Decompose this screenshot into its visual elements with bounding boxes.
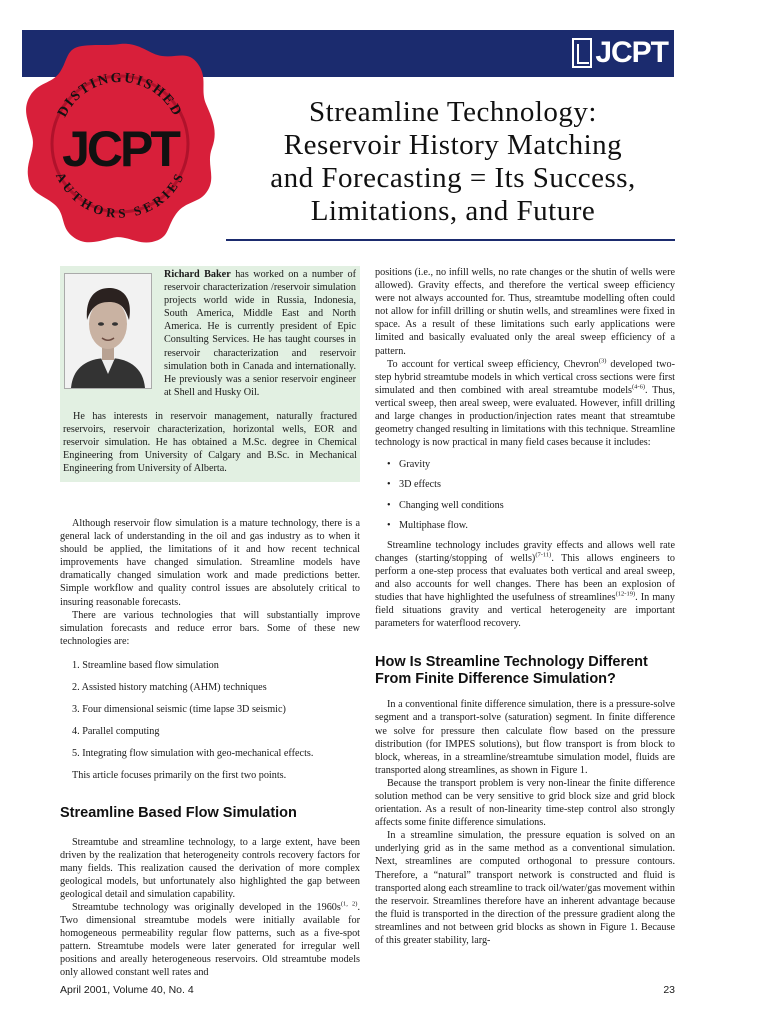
seal-arc-top-text: DISTINGUISHED [55,70,185,120]
journal-logo-mark-icon [572,38,592,68]
list-item: 5. Integrating flow simulation with geo-mechanical effects. [72,748,314,760]
paragraph: This article focuses primarily on the first two points. [72,770,287,782]
paragraph: Streamtube technology was originally developed in the $1960s^{(1, 2)}$. Two dimensional streamtube models were initially available for homogeneous permeability regular flow patterns, such as a five-spot pattern. Streamtube models were later generated for irregular well positions and areally heterogeneous reservoirs. Old streamtube models only allowed constant well rates and [60,900,360,979]
list-item: 1. Streamline based flow simulation [72,659,219,671]
article-title [240,96,666,228]
paragraph: In a conventional finite difference simulation, there is a pressure-solve segment and a transport-solve (saturation) segment. In finite difference we solve for pressure then calculate flow based on the pressure distribution (for IMPES solutions), but flow transport is from block to block, whereas, in a streamline/streamtube simulation model, fluids are transported along streamlines, as shown in Figure 1. [375,699,675,776]
technology-list [60,659,360,760]
section-heading: How Is Streamline Technology Different From Finite Difference Simulation? [375,654,648,688]
author-portrait-icon [65,274,151,388]
author-bio-text: has worked on a number of reservoir characterization /reservoir simulation projects world wide in Russia, Indonesia, South America, Middle East and North America. He is currently president of Epic Consulting Services. He has taught courses in reservoir characterization and reservoir simulation both in Canada and internationally. He previously was a senior reservoir engineer at Shell and Husky Oil. [164,269,356,398]
bullet-item: • Gravity [375,458,675,471]
journal-logo [572,36,668,70]
footer-issue-info: April 2001, Volume 40, No. 4 [60,984,194,996]
title-line: and Forecasting = Its Success, [270,162,636,194]
feature-bullet-list [375,458,675,531]
seal-arc-bottom-text: AUTHORS SERIES [53,169,188,221]
paragraph: In a streamline simulation, the pressure equation is solved on an underlying grid as in the same method as a conventional simulation. Next, streamlines are computed orthogonal to pressure contours. Therefore, a “natural” transport network is constructed and fluid is transported along each streamline to track oil/water/gas movement within the reservoir. Streamlines therefore have an inherent advantage because the fluid is transported in the direction of the pressure gradient along the streamlines and not between grid blocks as shown in Figure 1. Because of this greater stability, larg- [375,830,675,947]
author-photo [64,273,152,389]
page-number: 23 [663,984,675,996]
paragraph: positions (i.e., no infill wells, no rate changes or the shutin of wells were allowed). Gravity effects, and therefore the vertical sweep efficiency were not always accounted for. Thus, streamtube modelling often could not allow for infill drilling or shutin wells, and streamlines were fixed in space. As a result of these limitations such early applications were limited and basically evaluated only the areal sweep efficiency of a pattern. [375,267,675,357]
author-name: Richard Baker [164,269,231,280]
author-bio-intro [164,268,356,399]
list-item: 2. Assisted history matching (AHM) techniques [72,682,267,694]
bullet-item: • Changing well conditions [375,499,675,512]
paragraph: Streamtube and streamline technology, to a large extent, have been driven by the realization that heterogeneity controls recovery factors for many fields. This realization caused the derivation of more complex geological models, but unfortunately also highlighted the gap between geological detail and simulation capability. [60,836,360,900]
seal-center-text: JCPT [62,121,178,177]
distinguished-authors-seal [20,38,218,246]
list-item: 4. Parallel computing [72,726,160,738]
paragraph: Although reservoir flow simulation is a mature technology, there is a general lack of understanding in the oil and gas industry as to when it should be applied, the limitations of it and how recent technical improvements have changed simulation. Streamline models have dramatically changed simulation work and made predictions better. Simple workflow and quality control issues are absolutely critical to insuring reasonable forecasts. [60,518,360,608]
bullet-item: • 3D effects [375,478,675,491]
list-item: 3. Four dimensional seismic (time lapse 3D seismic) [72,704,286,716]
section-heading: Streamline Based Flow Simulation [60,804,297,821]
bullet-item: • Multiphase flow. [375,519,675,532]
title-line: Limitations, and Future [310,195,596,227]
title-rule [226,239,675,241]
left-column [60,517,360,980]
paragraph: To account for vertical sweep efficiency, Chevron$^{(3)}$ developed two-step hybrid streamtube models in which vertical cross sections were first simulated and then combined with areal streamtube models$^{(4-6)}$. Thus, vertical sweep, then areal sweep, were evaluated. However, infill drilling and large changes in production/injection rates meant that streamtube geometry changed resulting in limitations with this technique. Streamline technology is now practical in many field cases because it includes: [375,357,675,449]
paragraph: There are various technologies that will substantially improve simulation forecasts and reduce error bars. Some of these new technologies are: [60,609,360,647]
title-line: Reservoir History Matching [283,129,623,161]
journal-logo-text: JCPT [595,36,668,69]
author-bio-interests: He has interests in reservoir management, naturally fractured reservoirs, reservoir characterization, horizontal wells, EOR and reservoir simulation. He has obtained a M.Sc. degree in Chemical Engineering from University of Calgary and B.Sc. in Mechanical Engineering from University of Alberta. [63,411,357,475]
right-column [375,266,675,947]
title-line: Streamline Technology: [309,96,597,128]
paragraph: Because the transport problem is very non-linear the finite difference solution method can be very sensitive to grid block size and grid block orientation. As a result of non-linearity time-step control also strongly affects some finite difference simulations. [375,777,675,829]
paragraph: Streamline technology includes gravity effects and allows well rate changes (starting/stopping of wells)$^{(7-11)}$. This allows engineers to perform a one-step process that evaluates both vertical and areal sweep, and also accounts for well changes. There has been an explosion of studies that have highlighted the usefulness of streamlines$^{(12-19)}$. In many field situations gravity and vertical heterogeneity are important parameters for waterflood recovery. [375,539,676,630]
